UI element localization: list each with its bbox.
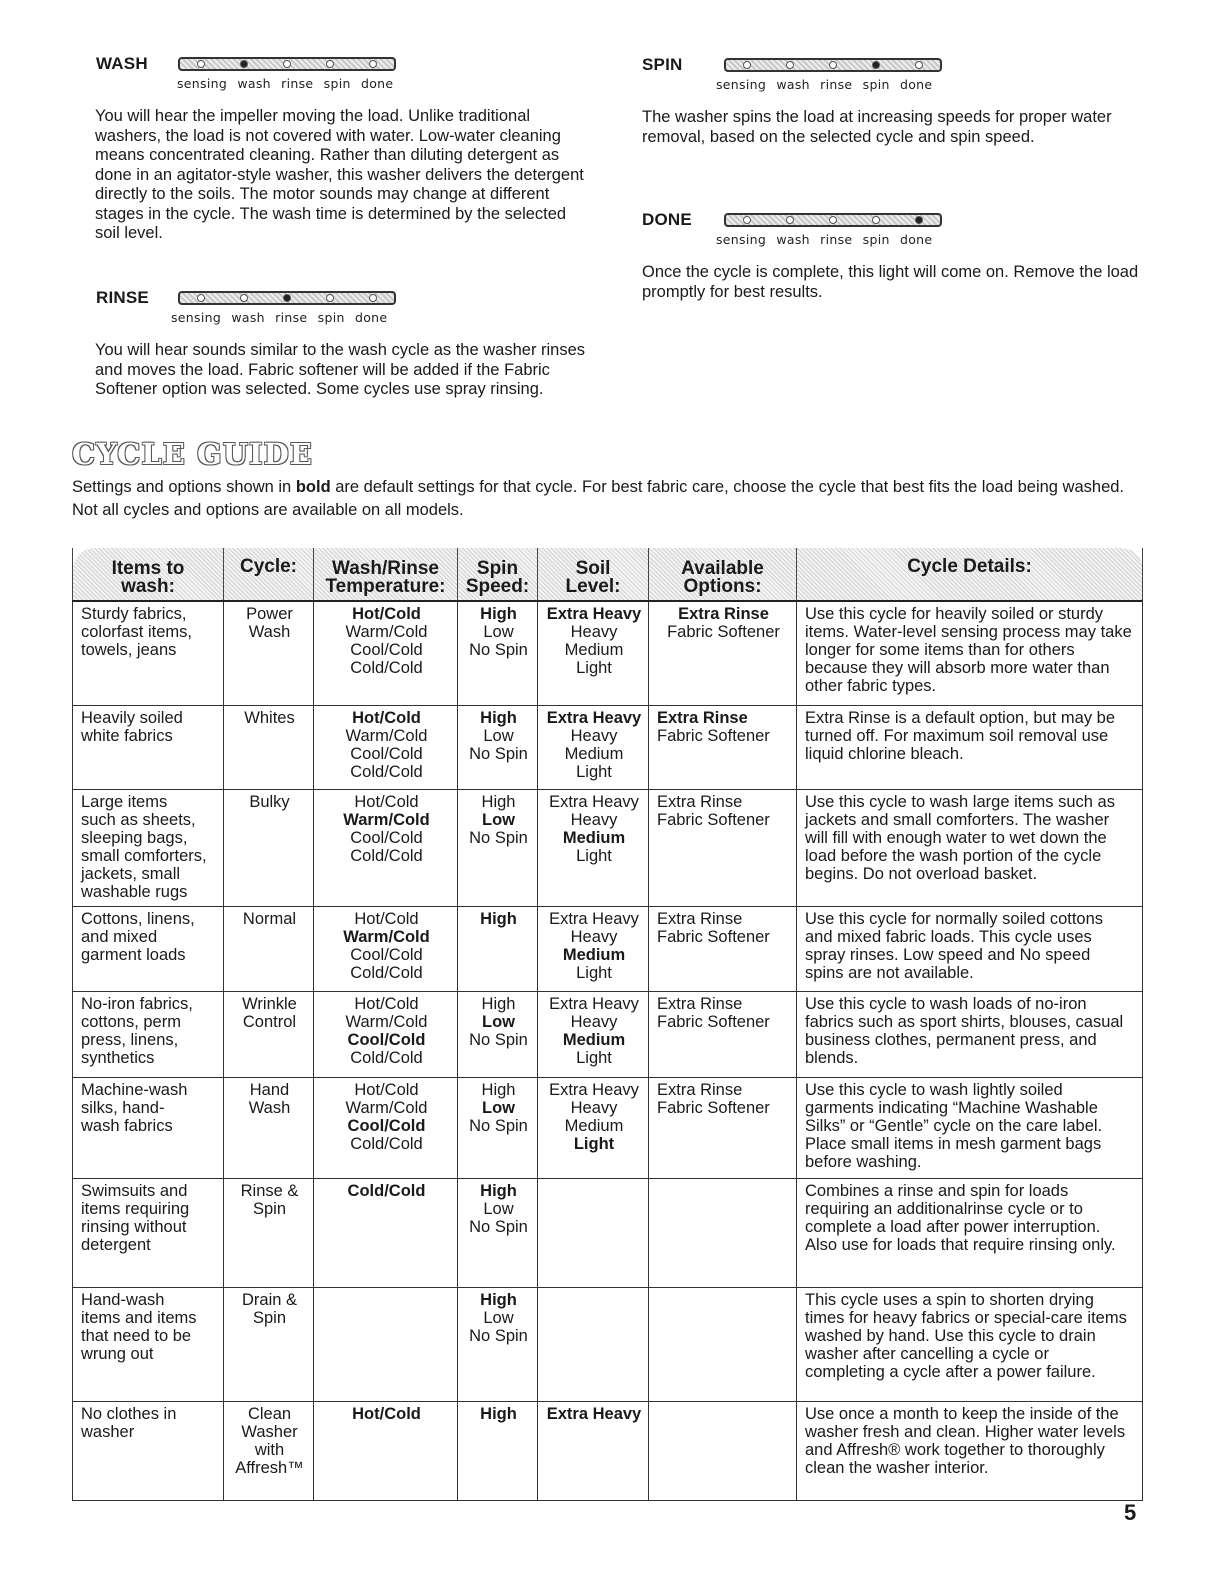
items-cell-line: towels, jeans bbox=[81, 641, 177, 659]
done-section bbox=[642, 210, 1142, 302]
soil-level-cell-line: Light bbox=[576, 762, 612, 781]
items-cell-line: Large items bbox=[81, 792, 168, 811]
temperature-cell-line: Hot/Cold bbox=[352, 1404, 421, 1423]
items-cell-line: colorfast items, bbox=[81, 623, 192, 641]
soil-level-cell-line: Extra Heavy bbox=[546, 605, 642, 623]
items-cell-line: washer bbox=[81, 1422, 135, 1441]
spin-speed-cell-line: Low bbox=[483, 726, 514, 745]
cycle-cell bbox=[224, 906, 314, 991]
spin-speed-cell-line: Low bbox=[483, 623, 514, 641]
details-cell-line: Use this cycle to wash loads of no-iron fabrics such as sport shirts, blouses, casual business clothes, permanent press, and blends. bbox=[805, 994, 1124, 1067]
rinse-section bbox=[96, 288, 586, 400]
temperature-cell-line: Cool/Cold bbox=[350, 945, 423, 964]
items-cell-line: jackets, small bbox=[81, 864, 181, 883]
soil-level-cell-line: Extra Heavy bbox=[549, 792, 639, 811]
temperature-cell-line: Hot/Cold bbox=[354, 792, 419, 811]
temperature-cell-line: Warm/Cold bbox=[343, 810, 430, 829]
soil-level-cell bbox=[538, 1287, 649, 1401]
table-row bbox=[73, 1287, 1143, 1401]
options-cell bbox=[649, 906, 797, 991]
items-cell bbox=[73, 789, 224, 906]
temperature-cell bbox=[314, 906, 458, 991]
status-light-icon bbox=[872, 61, 880, 69]
cycle-cell-line: Bulky bbox=[249, 792, 290, 811]
options-cell-line: Extra Rinse bbox=[657, 1080, 743, 1099]
soil-level-cell-line: Heavy bbox=[570, 927, 618, 946]
options-cell-line: Fabric Softener bbox=[657, 1012, 770, 1031]
soil-level-cell-line: Heavy bbox=[570, 623, 618, 641]
status-light-icon bbox=[872, 216, 880, 224]
status-light-icon bbox=[829, 216, 837, 224]
cycle-cell-line: Washer bbox=[241, 1422, 298, 1441]
soil-level-cell-line: Medium bbox=[562, 945, 626, 964]
options-cell-line: Fabric Softener bbox=[657, 927, 770, 946]
items-cell-line: Cottons, linens, bbox=[81, 909, 195, 928]
temperature-cell-line: Cold/Cold bbox=[350, 762, 423, 781]
items-cell-line: No clothes in bbox=[81, 1404, 177, 1423]
status-light-icon bbox=[326, 294, 334, 302]
intro-bold-word: bold bbox=[295, 478, 331, 496]
cycle-cell bbox=[224, 705, 314, 789]
temperature-cell bbox=[314, 991, 458, 1077]
soil-level-cell-line: Heavy bbox=[570, 810, 618, 829]
cycle-cell-line: Wash bbox=[248, 1098, 291, 1117]
spin-speed-cell-line: High bbox=[480, 1290, 517, 1309]
temperature-cell-line: Warm/Cold bbox=[345, 1012, 428, 1031]
wash-status-indicator bbox=[178, 57, 396, 71]
items-cell-line: sleeping bags, bbox=[81, 828, 188, 847]
status-light-icon bbox=[786, 216, 794, 224]
temperature-cell-line: Cold/Cold bbox=[350, 1048, 423, 1067]
cycle-cell-line: Normal bbox=[242, 909, 297, 928]
temperature-cell bbox=[314, 789, 458, 906]
details-cell-line: Use once a month to keep the inside of the washer fresh and clean. Higher water levels and Affresh® work together to thoroughly clean the washer interior. bbox=[805, 1404, 1126, 1477]
cycle-cell bbox=[224, 1287, 314, 1401]
details-cell-line: This cycle uses a spin to shorten drying times for heavy fabrics or special-care items washed by hand. Use this cycle to drain washer after cancelling a cycle or completing a cycle after a power failure. bbox=[805, 1290, 1127, 1381]
items-cell bbox=[73, 601, 224, 705]
soil-level-cell bbox=[538, 906, 649, 991]
spin-speed-cell-line: No Spin bbox=[469, 1116, 528, 1135]
items-cell bbox=[73, 1077, 224, 1178]
soil-level-cell-line: Medium bbox=[562, 1030, 626, 1049]
items-cell-line: Swimsuits and bbox=[81, 1181, 188, 1200]
status-light-icon bbox=[915, 61, 923, 69]
items-cell-line: cottons, perm bbox=[81, 1012, 181, 1031]
cycle-cell bbox=[224, 991, 314, 1077]
status-light-icon bbox=[197, 294, 205, 302]
temperature-cell bbox=[314, 705, 458, 789]
items-cell-line: washable rugs bbox=[81, 882, 188, 901]
temperature-cell-line: Cold/Cold bbox=[347, 1181, 426, 1200]
items-cell-line: detergent bbox=[81, 1235, 151, 1254]
options-cell bbox=[649, 991, 797, 1077]
status-light-icon bbox=[369, 294, 377, 302]
spin-speed-cell-line: High bbox=[480, 708, 517, 727]
temperature-cell-line: Cool/Cold bbox=[347, 1030, 426, 1049]
temperature-cell-line: Cold/Cold bbox=[350, 846, 423, 865]
table-row bbox=[73, 1401, 1143, 1500]
cycle-guide-title: CYCLE GUIDE bbox=[72, 437, 313, 471]
spin-speed-cell-line: High bbox=[480, 605, 517, 623]
items-cell-line: that need to be bbox=[81, 1326, 192, 1345]
details-cell-line: Use this cycle for heavily soiled or sturdy items. Water-level sensing process may take longer for some items than for others because they will absorb more water than other fabric types. bbox=[805, 605, 1132, 695]
spin-speed-cell-line: No Spin bbox=[469, 1326, 528, 1345]
items-cell-line: silks, hand- bbox=[81, 1098, 165, 1117]
soil-level-cell bbox=[538, 789, 649, 906]
spin-speed-cell-line: Low bbox=[483, 1199, 514, 1218]
header-spin-speed: Spin Speed: bbox=[458, 548, 538, 601]
options-cell bbox=[649, 1178, 797, 1287]
soil-level-cell-line: Heavy bbox=[570, 1012, 618, 1031]
table-row bbox=[73, 1178, 1143, 1287]
spin-speed-cell bbox=[458, 991, 538, 1077]
spin-speed-cell-line: High bbox=[481, 792, 516, 811]
options-cell-line: Fabric Softener bbox=[657, 1098, 770, 1117]
temperature-cell-line: Warm/Cold bbox=[345, 1098, 428, 1117]
wash-section bbox=[96, 54, 586, 244]
status-light-icon bbox=[369, 60, 377, 68]
details-cell-line: Use this cycle for normally soiled cottons and mixed fabric loads. This cycle uses spray rinses. Low speed and No speed spins are not available. bbox=[805, 909, 1104, 982]
temperature-cell-line: Cool/Cold bbox=[347, 1116, 426, 1135]
cycle-cell bbox=[224, 1077, 314, 1178]
soil-level-cell bbox=[538, 991, 649, 1077]
table-header-row bbox=[73, 548, 1143, 601]
status-light-icon bbox=[197, 60, 205, 68]
temperature-cell-line: Hot/Cold bbox=[354, 1080, 419, 1099]
soil-level-cell-line: Extra Heavy bbox=[549, 909, 639, 928]
spin-speed-cell bbox=[458, 789, 538, 906]
spin-speed-cell bbox=[458, 1401, 538, 1500]
options-cell-line: Fabric Softener bbox=[657, 726, 770, 745]
temperature-cell-line: Cold/Cold bbox=[350, 659, 423, 677]
items-cell bbox=[73, 1178, 224, 1287]
cycle-guide-table bbox=[72, 548, 1143, 1501]
done-heading: DONE bbox=[642, 210, 692, 229]
details-cell bbox=[797, 991, 1143, 1077]
items-cell-line: Heavily soiled bbox=[81, 708, 183, 727]
cycle-cell bbox=[224, 601, 314, 705]
items-cell-line: and mixed bbox=[81, 927, 158, 946]
cycle-cell-line: with bbox=[254, 1440, 285, 1459]
cycle-cell-line: Spin bbox=[252, 1199, 287, 1218]
cycle-cell-line: Power bbox=[246, 605, 293, 623]
items-cell-line: wrung out bbox=[81, 1344, 154, 1363]
items-cell-line: press, linens, bbox=[81, 1030, 179, 1049]
spin-speed-cell bbox=[458, 601, 538, 705]
header-temperature: Wash/Rinse Temperature: bbox=[314, 548, 458, 601]
items-cell bbox=[73, 1287, 224, 1401]
details-cell bbox=[797, 601, 1143, 705]
table-row bbox=[73, 705, 1143, 789]
options-cell bbox=[649, 601, 797, 705]
temperature-cell-line: Warm/Cold bbox=[345, 726, 428, 745]
temperature-cell-line: Cool/Cold bbox=[350, 828, 423, 847]
items-cell-line: small comforters, bbox=[81, 846, 207, 865]
table-body bbox=[73, 601, 1143, 1500]
spin-status-labels: sensing wash rinse spin done bbox=[716, 77, 933, 92]
soil-level-cell bbox=[538, 705, 649, 789]
temperature-cell bbox=[314, 1401, 458, 1500]
soil-level-cell-line: Medium bbox=[564, 744, 624, 763]
wash-description: You will hear the impeller moving the load. Unlike traditional washers, the load is not covered with water. Low-water cleaning means concentrated cleaning. Rather than diluting detergent as done in an agitator-style washer, this washer delivers the detergent directly to the soils. The motor sounds may change at different stages in the cycle. The wash time is determined by the selected soil level. bbox=[95, 107, 584, 242]
items-cell-line: Sturdy fabrics, bbox=[81, 605, 187, 623]
options-cell-line: Fabric Softener bbox=[667, 623, 780, 641]
soil-level-cell bbox=[538, 1401, 649, 1500]
items-cell bbox=[73, 705, 224, 789]
spin-speed-cell-line: No Spin bbox=[469, 744, 528, 763]
header-soil-level: Soil Level: bbox=[538, 548, 649, 601]
details-cell-line: Extra Rinse is a default option, but may be turned off. For maximum soil removal use liquid chlorine bleach. bbox=[805, 708, 1116, 763]
rinse-status-indicator bbox=[178, 291, 396, 305]
soil-level-cell-line: Light bbox=[573, 1134, 615, 1153]
spin-status-indicator bbox=[724, 58, 942, 72]
status-light-icon bbox=[240, 294, 248, 302]
spin-speed-cell bbox=[458, 1287, 538, 1401]
spin-speed-cell-line: No Spin bbox=[469, 1217, 528, 1236]
header-options: Available Options: bbox=[649, 548, 797, 601]
temperature-cell-line: Warm/Cold bbox=[345, 623, 428, 641]
items-cell bbox=[73, 991, 224, 1077]
cycle-cell-line: Wrinkle bbox=[242, 994, 297, 1013]
temperature-cell-line: Cool/Cold bbox=[350, 744, 423, 763]
items-cell-line: such as sheets, bbox=[81, 810, 196, 829]
status-light-icon bbox=[326, 60, 334, 68]
cycle-cell bbox=[224, 1401, 314, 1500]
soil-level-cell-line: Extra Heavy bbox=[549, 994, 639, 1013]
soil-level-cell bbox=[538, 1178, 649, 1287]
details-cell bbox=[797, 906, 1143, 991]
cycle-cell-line: Drain & bbox=[241, 1290, 298, 1309]
items-cell bbox=[73, 1401, 224, 1500]
items-cell-line: rinsing without bbox=[81, 1217, 187, 1236]
details-cell bbox=[797, 1077, 1143, 1178]
spin-speed-cell-line: Low bbox=[482, 810, 515, 829]
items-cell-line: Hand-wash bbox=[81, 1290, 165, 1309]
spin-speed-cell-line: High bbox=[481, 1080, 516, 1099]
soil-level-cell-line: Medium bbox=[562, 828, 626, 847]
items-cell-line: garment loads bbox=[81, 945, 186, 964]
temperature-cell-line: Cold/Cold bbox=[350, 1134, 423, 1153]
soil-level-cell-line: Heavy bbox=[570, 726, 618, 745]
header-cycle: Cycle: bbox=[224, 548, 314, 601]
soil-level-cell-line: Light bbox=[576, 963, 612, 982]
done-description: Once the cycle is complete, this light will come on. Remove the load promptly for best results. bbox=[642, 263, 1139, 301]
spin-speed-cell-line: No Spin bbox=[469, 828, 528, 847]
temperature-cell-line: Cold/Cold bbox=[350, 963, 423, 982]
soil-level-cell bbox=[538, 1077, 649, 1178]
status-light-icon bbox=[283, 294, 291, 302]
status-light-icon bbox=[829, 61, 837, 69]
spin-description: The washer spins the load at increasing speeds for proper water removal, based on the selected cycle and spin speed. bbox=[642, 108, 1112, 146]
spin-speed-cell bbox=[458, 1077, 538, 1178]
cycle-cell-line: Control bbox=[242, 1012, 297, 1031]
options-cell-line: Extra Rinse bbox=[657, 909, 743, 928]
cycle-cell bbox=[224, 1178, 314, 1287]
table-row bbox=[73, 1077, 1143, 1178]
table-row bbox=[73, 906, 1143, 991]
header-items: Items to wash: bbox=[73, 548, 224, 601]
options-cell bbox=[649, 705, 797, 789]
spin-section bbox=[642, 55, 1142, 147]
options-cell bbox=[649, 789, 797, 906]
details-cell-line: Use this cycle to wash lightly soiled garments indicating “Machine Washable Silks” or “Gentle” cycle on the care label. Place small items in mesh garment bags before washing. bbox=[805, 1080, 1103, 1171]
intro-text-start: Settings and options shown in bbox=[72, 478, 296, 496]
spin-speed-cell bbox=[458, 906, 538, 991]
intro-paragraph bbox=[72, 477, 1152, 497]
options-cell-line: Fabric Softener bbox=[657, 810, 770, 829]
temperature-cell bbox=[314, 1077, 458, 1178]
options-cell-line: Extra Rinse bbox=[657, 994, 743, 1013]
soil-level-cell-line: Medium bbox=[564, 641, 624, 659]
cycle-cell-line: Hand bbox=[249, 1080, 290, 1099]
table-row bbox=[73, 789, 1143, 906]
soil-level-cell bbox=[538, 601, 649, 705]
details-cell bbox=[797, 1178, 1143, 1287]
cycle-cell-line: Clean bbox=[247, 1404, 292, 1423]
done-status-labels: sensing wash rinse spin done bbox=[716, 232, 933, 247]
spin-speed-cell-line: Low bbox=[482, 1012, 515, 1031]
details-cell bbox=[797, 1401, 1143, 1500]
spin-speed-cell bbox=[458, 1178, 538, 1287]
items-cell-line: items and items bbox=[81, 1308, 197, 1327]
cycle-cell-line: Spin bbox=[252, 1308, 287, 1327]
done-status-indicator bbox=[724, 213, 942, 227]
spin-speed-cell-line: Low bbox=[482, 1098, 515, 1117]
intro-availability-note: Not all cycles and options are available on all models. bbox=[72, 501, 464, 519]
items-cell-line: No-iron fabrics, bbox=[81, 994, 193, 1013]
options-cell-line: Extra Rinse bbox=[657, 708, 748, 727]
soil-level-cell-line: Medium bbox=[564, 1116, 624, 1135]
details-cell bbox=[797, 1287, 1143, 1401]
status-light-icon bbox=[743, 61, 751, 69]
temperature-cell-line: Hot/Cold bbox=[352, 605, 421, 623]
temperature-cell bbox=[314, 1178, 458, 1287]
status-light-icon bbox=[786, 61, 794, 69]
cycle-cell-line: Affresh™ bbox=[235, 1458, 304, 1477]
spin-speed-cell-line: No Spin bbox=[469, 641, 528, 659]
status-light-icon bbox=[240, 60, 248, 68]
temperature-cell-line: Hot/Cold bbox=[354, 909, 419, 928]
header-cycle-details: Cycle Details: bbox=[797, 548, 1143, 601]
spin-heading: SPIN bbox=[642, 55, 683, 74]
temperature-cell-line: Warm/Cold bbox=[343, 927, 430, 946]
status-light-icon bbox=[915, 216, 923, 224]
temperature-cell-line: Cool/Cold bbox=[350, 641, 423, 659]
soil-level-cell-line: Extra Heavy bbox=[546, 1404, 642, 1423]
temperature-cell-line: Hot/Cold bbox=[354, 994, 419, 1013]
table-row bbox=[73, 991, 1143, 1077]
soil-level-cell-line: Light bbox=[576, 659, 612, 677]
spin-speed-cell-line: High bbox=[480, 1404, 517, 1423]
items-cell-line: synthetics bbox=[81, 1048, 155, 1067]
options-cell bbox=[649, 1401, 797, 1500]
spin-speed-cell-line: No Spin bbox=[469, 1030, 528, 1049]
page-number: 5 bbox=[1124, 1500, 1137, 1525]
items-cell-line: wash fabrics bbox=[81, 1116, 173, 1135]
soil-level-cell-line: Heavy bbox=[570, 1098, 618, 1117]
items-cell bbox=[73, 906, 224, 991]
rinse-heading: RINSE bbox=[96, 288, 149, 307]
cycle-cell-line: Rinse & bbox=[240, 1181, 299, 1200]
options-cell bbox=[649, 1287, 797, 1401]
cycle-guide-intro bbox=[72, 477, 1152, 523]
cycle-cell-line: Whites bbox=[244, 708, 295, 727]
temperature-cell-line: Hot/Cold bbox=[352, 708, 421, 727]
status-light-icon bbox=[283, 60, 291, 68]
items-cell-line: items requiring bbox=[81, 1199, 190, 1218]
details-cell-line: Combines a rinse and spin for loads requiring an additionalrinse cycle or to complete a load after power interruption. Also use for loads that require rinsing only. bbox=[805, 1181, 1116, 1254]
details-cell bbox=[797, 705, 1143, 789]
details-cell bbox=[797, 789, 1143, 906]
spin-speed-cell-line: Low bbox=[483, 1308, 514, 1327]
rinse-description: You will hear sounds similar to the wash cycle as the washer rinses and moves the load. Fabric softener will be added if the Fabric Softener option was selected. Some cycles use spray rinsing. bbox=[95, 341, 586, 398]
options-cell-line: Extra Rinse bbox=[678, 605, 769, 623]
wash-status-labels: sensing wash rinse spin done bbox=[177, 76, 394, 91]
status-light-icon bbox=[743, 216, 751, 224]
soil-level-cell-line: Light bbox=[576, 1048, 612, 1067]
spin-speed-cell-line: High bbox=[480, 1181, 517, 1200]
items-cell-line: Machine-wash bbox=[81, 1080, 188, 1099]
cycle-cell bbox=[224, 789, 314, 906]
rinse-status-labels: sensing wash rinse spin done bbox=[171, 310, 388, 325]
options-cell-line: Extra Rinse bbox=[657, 792, 743, 811]
spin-speed-cell-line: High bbox=[480, 909, 517, 928]
soil-level-cell-line: Extra Heavy bbox=[546, 708, 642, 727]
intro-text-end: are default settings for that cycle. For best fabric care, choose the cycle that best fits the load being washed. bbox=[330, 478, 1125, 496]
soil-level-cell-line: Light bbox=[576, 846, 612, 865]
wash-heading: WASH bbox=[96, 54, 148, 73]
spin-speed-cell bbox=[458, 705, 538, 789]
details-cell-line: Use this cycle to wash large items such as jackets and small comforters. The washer will fill with enough water to wet down the load before the wash portion of the cycle begins. Do not overload basket. bbox=[805, 792, 1115, 883]
spin-speed-cell-line: High bbox=[481, 994, 516, 1013]
items-cell-line: white fabrics bbox=[81, 726, 173, 745]
cycle-cell-line: Wash bbox=[248, 623, 291, 641]
options-cell bbox=[649, 1077, 797, 1178]
soil-level-cell-line: Extra Heavy bbox=[549, 1080, 639, 1099]
temperature-cell bbox=[314, 601, 458, 705]
table-row bbox=[73, 601, 1143, 705]
temperature-cell bbox=[314, 1287, 458, 1401]
